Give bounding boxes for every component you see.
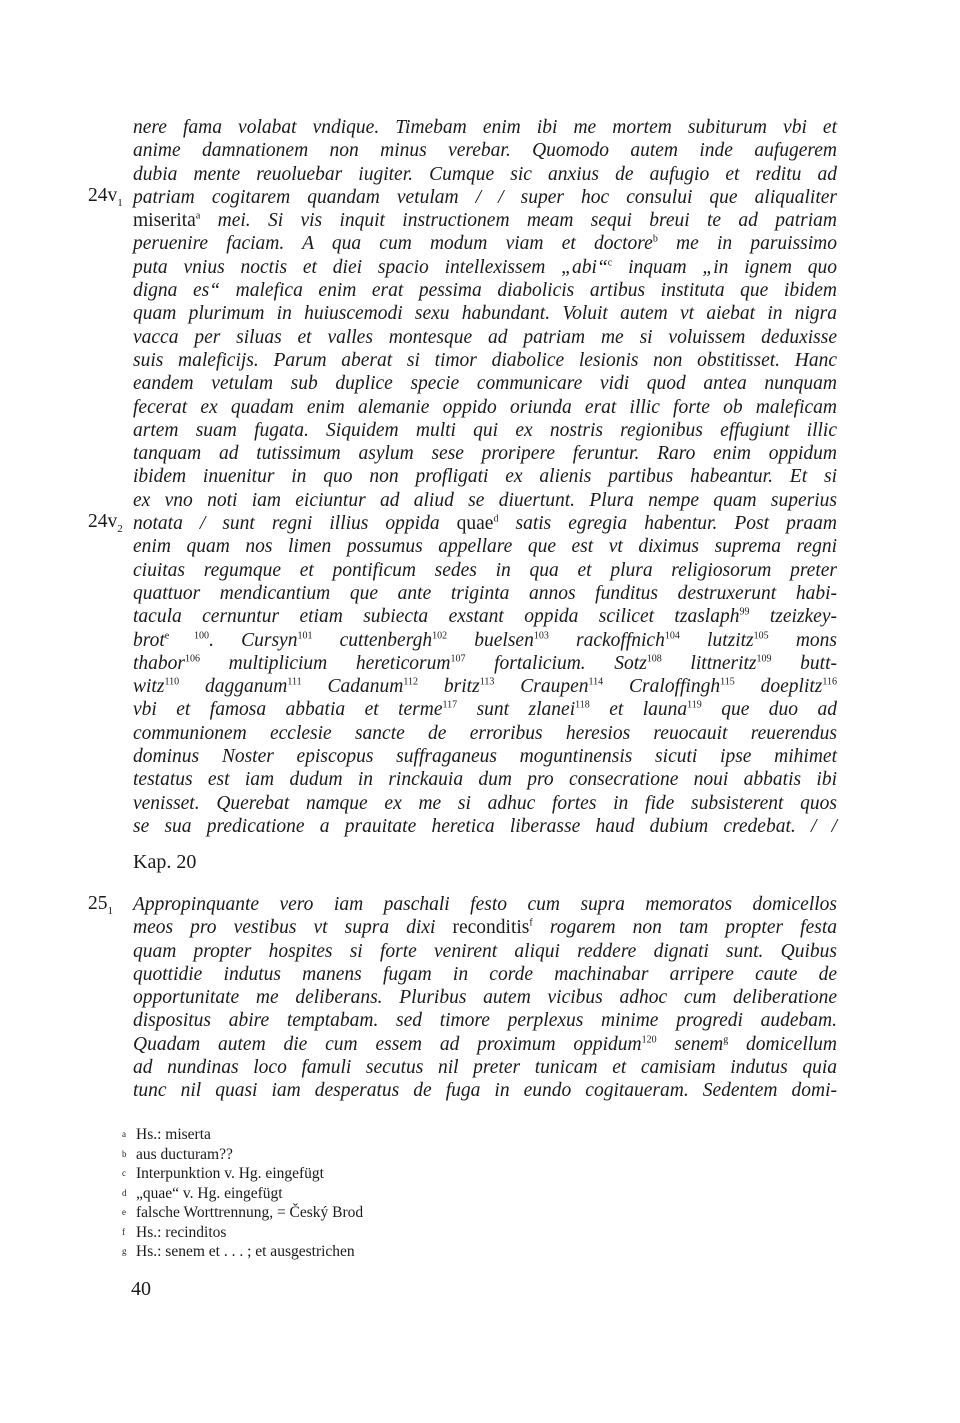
text-run: miserita <box>133 210 196 232</box>
text-line <box>133 652 837 675</box>
footnote-letter: d <box>122 1187 127 1198</box>
footnote-text: „quae“ v. Hg. eingefügt <box>136 1184 283 1202</box>
footnote <box>122 1125 363 1145</box>
footnote-marker: 106 <box>185 653 201 665</box>
text-line: eandem vetulam sub duplice specie communicare vidi quod antea nunquam <box>133 373 837 395</box>
text-line <box>133 209 837 232</box>
footnote-letter: f <box>122 1226 125 1237</box>
text-line: tanquam ad tutissimum asylum sese proripere feruntur. Raro enim oppidum <box>133 443 837 465</box>
page-number: 40 <box>131 1278 151 1300</box>
footnote <box>122 1184 363 1204</box>
text-line <box>133 512 837 535</box>
text-line <box>133 629 837 652</box>
footnote-marker: 116 <box>822 676 838 688</box>
text-line: anime damnationem non minus verebar. Quomodo autem inde aufugerem <box>133 140 837 162</box>
footnote <box>122 1164 363 1184</box>
text-run: satis egregia habentur. Post praam <box>498 513 837 535</box>
text-line: dispositus abire temptabam. sed timore perplexus minime progredi audebam. <box>133 1010 837 1032</box>
text-line <box>133 256 837 279</box>
text-run: que duo ad <box>701 699 837 721</box>
text-line: enim quam nos limen possumus appellare que est vt diximus suprema regni <box>133 536 837 558</box>
text-run: senem <box>656 1033 724 1055</box>
folio-marker: $25_1$ <box>88 893 113 917</box>
text-run: mei. Si vis inquit instructionem meam sequi breui te ad patriam <box>200 210 837 232</box>
text-line: nere fama volabat vndique. Timebam enim ibi me mortem subiturum vbi et <box>133 117 837 138</box>
text-run: vbi et famosa abbatia et terme <box>133 699 443 721</box>
footnote-marker: 102 <box>432 630 448 642</box>
footnote <box>122 1145 363 1165</box>
footnote-marker: 110 <box>164 676 180 688</box>
footnote-letter: c <box>122 1168 126 1178</box>
text-line: dubia mente reuoluebar iugiter. Cumque sic anxius de aufugio et reditu ad <box>133 163 837 185</box>
text-run: doeplitz <box>734 676 823 698</box>
footnote-marker: 105 <box>753 630 769 642</box>
folio-marker: $24v_1$ <box>88 185 123 209</box>
text-run: . Cursyn <box>209 629 298 651</box>
footnote-marker: b <box>652 233 658 245</box>
text-run: multiplicium hereticorum <box>200 652 451 674</box>
text-line: dominus Noster episcopus suffraganeus moguntinensis sicuti ipse mihimet <box>133 746 837 768</box>
footnote-marker: 111 <box>287 676 302 688</box>
text-run: lutzitz <box>679 629 754 651</box>
text-run: Quadam autem die cum essem ad proximum oppidum <box>133 1033 642 1055</box>
text-run: fortalicium. Sotz <box>465 652 647 674</box>
text-line: fecerat ex quadam enim alemanie oppido oriunda erat illic forte ob maleficam <box>133 396 837 418</box>
text-run: Cadanum <box>301 676 404 698</box>
text-line: quattuor mendicantium que ante triginta annos funditus destruxerunt habi- <box>133 582 837 604</box>
footnote-marker: 118 <box>575 699 590 711</box>
footnote-marker: c <box>607 257 613 269</box>
text-run: puta vnius noctis et diei spacio intellexissem „abi“ <box>133 256 608 278</box>
text-line <box>133 605 837 628</box>
text-line: Appropinquante vero iam paschali festo cum supra memoratos domicellos <box>133 894 837 915</box>
text-run: et launa <box>589 699 688 721</box>
text-line: opportunitate me deliberans. Pluribus autem vicibus adhoc cum deliberatione <box>133 987 837 1009</box>
text-run: me in paruissimo <box>657 233 837 255</box>
text-line: artem suam fugata. Siquidem multi qui ex nostris regionibus effugiunt illic <box>133 419 837 441</box>
text-line <box>133 698 837 721</box>
text-line: patriam cogitarem quandam vetulam / / super hoc consului que aliqualiter <box>133 186 837 208</box>
text-line: vacca per siluas et valles montesque ad patriam me si voluissem deduxisse <box>133 326 837 348</box>
footnote-marker: 119 <box>687 699 702 711</box>
chapter-text-block <box>133 893 837 1103</box>
footnote <box>122 1203 363 1223</box>
footnote-marker: 120 <box>641 1034 657 1046</box>
footnote-marker: 101 <box>297 630 313 642</box>
footnote-text: Hs.: miserta <box>136 1126 211 1143</box>
chapter-heading: Kap. 20 <box>133 851 197 873</box>
footnote-letter: b <box>122 1148 127 1159</box>
footnote-marker: 103 <box>533 630 549 642</box>
text-run: domicellum <box>728 1033 837 1055</box>
footnote-letter: e <box>122 1207 126 1217</box>
footnote-marker: 114 <box>588 676 604 688</box>
text-run: sunt zlanei <box>457 699 576 721</box>
main-text-block <box>133 116 837 838</box>
folio-marker: $24v_2$ <box>88 511 123 535</box>
text-run: rogarem non tam propter festa <box>532 917 837 939</box>
text-line: ex vno noti iam eiciuntur ad aliud se diuertunt. Plura nempe quam superius <box>133 489 837 511</box>
footnote-marker: 117 <box>442 699 458 711</box>
text-line: tunc nil quasi iam desperatus de fuga in eundo cogitaueram. Sedentem domi- <box>133 1080 837 1102</box>
text-run: mons <box>768 629 837 651</box>
text-line: quam plurimum in huiuscemodi sexu habundant. Voluit autem vt aiebat in nigra <box>133 303 837 325</box>
text-line: testatus est iam dudum in rinckauia dum pro consecratione noui abbatis ibi <box>133 769 837 791</box>
footnote-marker: e 100 <box>164 630 210 642</box>
footnote-marker: d <box>493 513 499 525</box>
footnote-marker: 108 <box>646 653 662 665</box>
text-line: digna es“ malefica enim erat pessima diabolicis artibus instituta que ibidem <box>133 280 837 302</box>
text-run: witz <box>133 676 165 698</box>
text-run: dagganum <box>179 676 288 698</box>
text-run: butt- <box>771 652 837 674</box>
footnotes <box>122 1125 363 1262</box>
footnote-marker: 113 <box>479 676 495 688</box>
footnote-marker: a <box>195 210 201 222</box>
text-line: ad nundinas loco famuli secutus nil preter tunicam et camisiam indutus quia <box>133 1057 837 1079</box>
footnote-text: falsche Worttrennung, = Český Brod <box>136 1204 364 1221</box>
text-run: meos pro vestibus vt supra dixi <box>133 917 453 939</box>
text-line: quam propter hospites si forte venirent aliqui reddere dignati sunt. Quibus <box>133 940 837 962</box>
footnote <box>122 1242 363 1262</box>
text-run: inquam „in ignem quo <box>612 256 837 278</box>
footnote-marker: f <box>529 917 533 929</box>
text-line <box>133 916 837 939</box>
footnote-text: Hs.: senem et . . . ; et ausgestrichen <box>136 1243 355 1260</box>
footnote-marker: 112 <box>403 676 418 688</box>
text-run: peruenire faciam. A qua cum modum viam et doctore <box>133 233 653 255</box>
text-run: buelsen <box>447 629 534 651</box>
text-run: tzeizkey- <box>749 606 837 628</box>
footnote-marker: 99 <box>739 606 750 618</box>
text-run: tacula cernuntur etiam subiecta exstant oppida scilicet tzaslaph <box>133 606 740 628</box>
text-line <box>133 675 837 698</box>
footnote-letter: g <box>122 1246 127 1256</box>
text-line: suis maleficijs. Parum aberat si timor diabolice lesionis non obstitisset. Hanc <box>133 349 837 371</box>
text-run: thabor <box>133 652 186 674</box>
text-line <box>133 232 837 255</box>
text-run: cuttenbergh <box>312 629 433 651</box>
footnote-marker: 107 <box>450 653 466 665</box>
text-run: notata / sunt regni illius oppida <box>133 513 457 535</box>
text-run: Craupen <box>494 676 589 698</box>
footnote-text: aus ducturam?? <box>136 1145 233 1163</box>
text-run: reconditis <box>452 917 530 939</box>
text-line: venisset. Querebat namque ex me si adhuc fortes in fide subsisterent quos <box>133 792 837 814</box>
footnote-marker: g <box>723 1034 729 1046</box>
text-line: ibidem inuenitur in quo non profligati ex alienis partibus habeantur. Et si <box>133 466 837 488</box>
text-line: ciuitas regumque et pontificum sedes in qua et plura religiosorum preter <box>133 559 837 581</box>
footnote-letter: a <box>122 1129 126 1139</box>
footnote-marker: 109 <box>756 653 772 665</box>
text-run: Craloffingh <box>603 676 721 698</box>
footnote-marker: 115 <box>720 676 735 688</box>
text-run: littneritz <box>661 652 757 674</box>
text-run: rackoffnich <box>548 629 665 651</box>
text-run: britz <box>418 676 480 698</box>
text-run: brot <box>133 629 165 651</box>
footnote <box>122 1223 363 1243</box>
footnote-text: Hs.: recinditos <box>136 1223 227 1241</box>
text-run: quae <box>456 513 494 535</box>
text-line <box>133 1033 837 1056</box>
text-line: se sua predicatione a prauitate heretica liberasse haud dubium credebat. / / <box>133 815 837 837</box>
footnote-text: Interpunktion v. Hg. eingefügt <box>136 1165 324 1182</box>
footnote-marker: 104 <box>664 630 680 642</box>
text-line: quottidie indutus manens fugam in corde machinabar arripere caute de <box>133 963 837 985</box>
text-line: communionem ecclesie sancte de erroribus heresios reuocauit reuerendus <box>133 722 837 744</box>
